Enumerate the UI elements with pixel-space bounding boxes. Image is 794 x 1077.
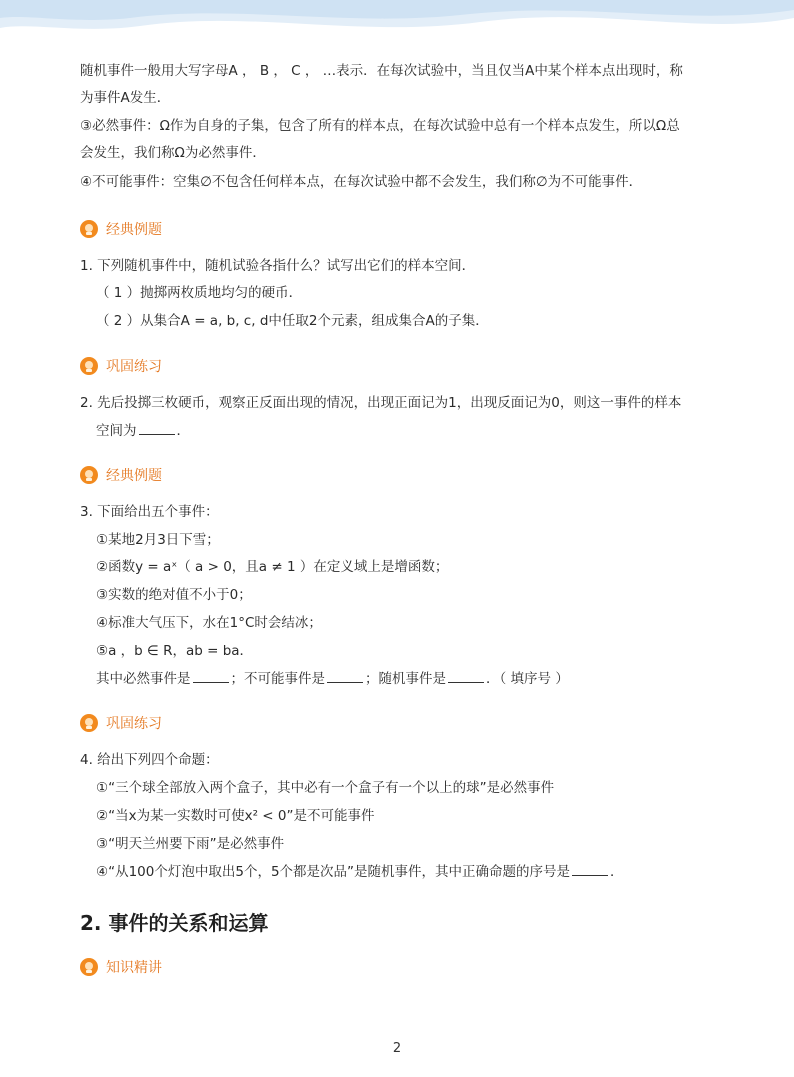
question-1-part-2: （ 2 ）从集合A = a, b, c, d中任取2个元素，组成集合A的子集．	[96, 313, 489, 329]
lightbulb-icon	[80, 220, 98, 238]
intro-line-4: 会发生，我们称Ω为必然事件．	[80, 145, 266, 161]
answer-blank	[139, 422, 175, 435]
proposition-4	[96, 862, 624, 882]
proposition-4-end: ．	[610, 864, 624, 880]
proposition-3: ③“明天兰州要下雨”是必然事件	[96, 836, 285, 852]
section-title: 经典例题	[106, 468, 162, 484]
answer-label-random: ；随机事件是	[365, 671, 446, 687]
intro-line-1: 随机事件一般用大写字母A ， B ， C ， …表示．在每次试验中，当且仅当A中某个样本点出现时，称	[80, 63, 683, 79]
lightbulb-icon	[80, 714, 98, 732]
question-2-line-2	[96, 421, 190, 441]
section-title: 巩固练习	[106, 716, 162, 732]
event-3: ③实数的绝对值不小于0；	[96, 587, 252, 603]
answer-blank	[327, 670, 363, 683]
answer-label-certain: 其中必然事件是	[96, 671, 191, 687]
event-4: ④标准大气压下，水在1°C时会结冰；	[96, 615, 322, 631]
question-1-stem: 1. 下列随机事件中，随机试验各指什么？试写出它们的样本空间．	[80, 258, 476, 274]
answer-note: ．（ 填序号 ）	[486, 671, 569, 687]
section-header-example-2	[80, 464, 162, 486]
section-header-knowledge	[80, 956, 162, 978]
section-header-example-1	[80, 218, 162, 240]
answer-blank	[572, 863, 608, 876]
event-2: ②函数y = aˣ（ a > 0，且a ≠ 1 ）在定义域上是增函数；	[96, 559, 449, 575]
proposition-1: ①“三个球全部放入两个盒子，其中必有一个盒子有一个以上的球”是必然事件	[96, 780, 555, 796]
lightbulb-icon	[80, 958, 98, 976]
question-1-part-1: （ 1 ）抛掷两枚质地均匀的硬币．	[96, 285, 303, 301]
proposition-2: ②“当x为某一实数时可使x² < 0”是不可能事件	[96, 808, 375, 824]
question-3-answer-line	[96, 669, 569, 689]
event-5: ⑤a ，b ∈ R，ab = ba．	[96, 643, 254, 659]
proposition-4-text: ④“从100个灯泡中取出5个，5个都是次品”是随机事件，其中正确命题的序号是	[96, 864, 571, 880]
question-4-stem: 4. 给出下列四个命题：	[80, 752, 219, 768]
section-title: 知识精讲	[106, 960, 162, 976]
lightbulb-icon	[80, 357, 98, 375]
section-title: 经典例题	[106, 222, 162, 238]
top-wave-decoration	[0, 0, 794, 50]
lightbulb-icon	[80, 466, 98, 484]
answer-blank	[448, 670, 484, 683]
section-header-practice-1	[80, 355, 162, 377]
section-heading-2: 2. 事件的关系和运算	[80, 911, 269, 935]
intro-line-5: ④不可能事件：空集∅不包含任何样本点，在每次试验中都不会发生，我们称∅为不可能事件．	[80, 174, 643, 190]
event-1: ①某地2月3日下雪；	[96, 532, 220, 548]
intro-line-3: ③必然事件：Ω作为自身的子集，包含了所有的样本点，在每次试验中总有一个样本点发生，所以Ω总	[80, 118, 680, 134]
section-header-practice-2	[80, 712, 162, 734]
answer-label-impossible: ；不可能事件是	[230, 671, 325, 687]
page-number: 2	[392, 1041, 402, 1056]
answer-blank	[193, 670, 229, 683]
question-2-line-1: 2. 先后投掷三枚硬币，观察正反面出现的情况，出现正面记为1，出现反面记为0，则这一事件的样本	[80, 395, 682, 411]
question-2-text: 空间为	[96, 423, 137, 439]
question-2-end: ．	[176, 423, 190, 439]
question-3-stem: 3. 下面给出五个事件：	[80, 504, 219, 520]
section-title: 巩固练习	[106, 359, 162, 375]
intro-line-2: 为事件A发生．	[80, 90, 171, 106]
